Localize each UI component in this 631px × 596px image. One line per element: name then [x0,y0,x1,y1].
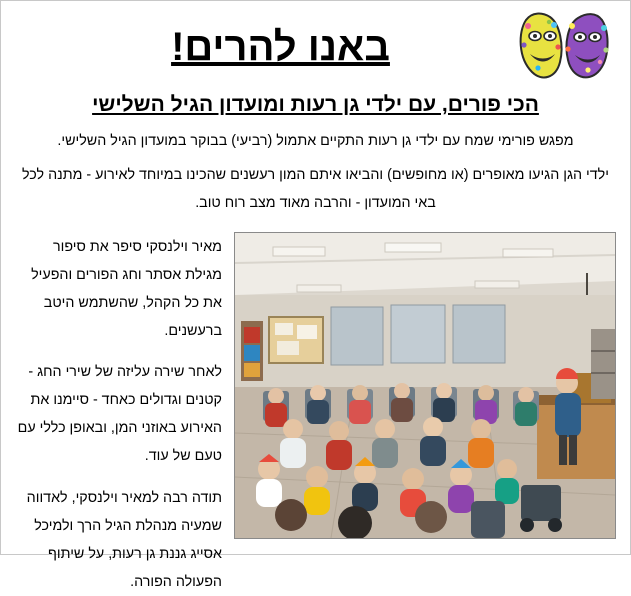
intro-paragraph-1: מפגש פורימי שמח עם ילדי גן רעות התקיים אתמול (רביעי) בבוקר במועדון הגיל השלישי. [57,133,574,150]
side-text-column [15,232,222,596]
page-title: באנו להרים! [171,25,390,69]
intro-paragraph-2: ילדי הגן הגיעו מאופרים (או מחופשים) והביאו איתם המון רעשנים שהכינו במיוחד לאירוע - מתנה לכל באי המועדון - והרבה מאוד מצב רוח טוב. [22,167,609,212]
article-body [1,224,630,596]
event-photo [234,232,616,539]
side-paragraph-3: תודה רבה למאיר וילנסקי, לאדווה שמעיה מנהלת הגיל הרך ולמיכל אסייג גננת גן רעות, על שיתוף הפעולה הפורה. [26,489,222,590]
side-paragraph-2: לאחר שירה עליזה של שירי החג - קטנים וגדולים כאחד - סיימנו את האירוע באוזני המן, ובאופן כללי עם טעם של עוד. [17,364,222,465]
page-subtitle: הכי פורים, עם ילדי גן רעות ומועדון הגיל השלישי [92,93,539,116]
side-paragraph-1: מאיר וילנסקי סיפר את סיפור מגילת אסתר וחג הפורים והפעיל את כל הקהל, שהשתמש היטב ברעשנים. [31,238,222,339]
article-header [1,1,630,87]
purim-masks-icon [516,10,612,84]
intro-text [1,128,630,218]
